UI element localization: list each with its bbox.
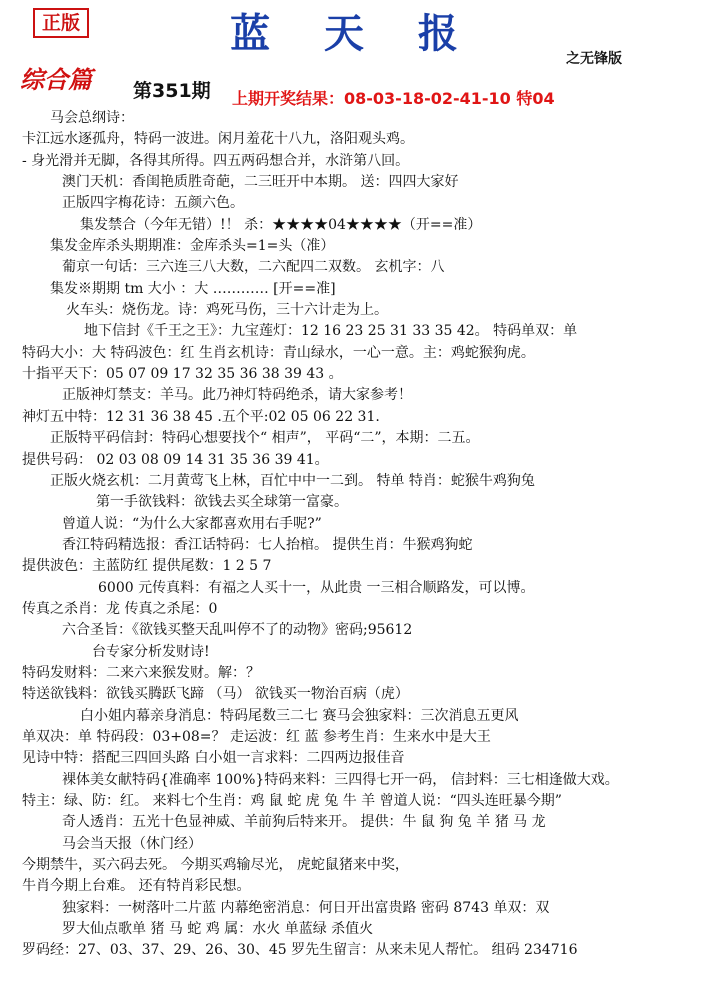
- text-line: 第一手欲钱料：欲钱去买全球第一富豪。: [96, 494, 348, 511]
- text-line: 传真之杀肖：龙 传真之杀尾：0: [22, 600, 218, 617]
- text-line: 提供波色：主蓝防红 提供尾数：1 2 5 7: [22, 558, 272, 575]
- text-line: 台专家分析发财诗!: [92, 643, 210, 660]
- last-draw-result: 上期开奖结果：08-03-18-02-41-10 特04: [232, 89, 555, 108]
- text-line: 见诗中特：搭配三四回头路 白小姐一言求料：二四两边报佳音: [22, 750, 405, 767]
- text-line: 特码发财料：二来六来猴发财。解：？: [22, 664, 260, 681]
- text-line: 正版神灯禁支：羊马。此乃神灯特码绝杀，请大家参考！: [62, 387, 412, 404]
- text-line: 单双决：单 特码段：03+08=？ 走运波：红 蓝 参考生肖：生来水中是大王: [22, 728, 491, 745]
- text-line: 牛肖今期上台难。 还有特肖彩民想。: [22, 878, 251, 895]
- text-line: 马会总纲诗：: [50, 110, 134, 126]
- text-line: 今期禁牛，买六码去死。 今期买鸡输尽光， 虎蛇鼠猪来中奖，: [22, 857, 409, 874]
- text-line: 葡京一句话：三六连三八大数，二六配四二双数。 玄机字：八: [62, 259, 445, 276]
- text-line: 火车头：烧伤龙。诗：鸡死马伤，三十六计走为上。: [66, 302, 388, 319]
- text-line: 集发禁合（今年无错）!！ 杀：★★★★04★★★★（开==准）: [80, 216, 482, 233]
- masthead-title: 蓝 天 报: [230, 10, 478, 57]
- text-line: 特送欲钱料：欲钱买腾跃飞蹄 （马） 欲钱买一物治百病（虎）: [22, 686, 409, 703]
- text-line: 白小姐内幕亲身消息：特码尾数三二七 赛马会独家料：三次消息五更风: [80, 707, 519, 724]
- text-line: 特码大小：大 特码波色：红 生肖玄机诗：青山绿水，一心一意。主：鸡蛇猴狗虎。: [22, 344, 535, 361]
- text-line: 6000 元传真料：有福之人买十一，从此贵 一三相合顺路发，可以博。: [98, 579, 535, 596]
- text-line: 十指平天下：05 07 09 17 32 35 36 38 39 43 。: [22, 366, 343, 383]
- text-line: 正版四字梅花诗：五颜六色。: [62, 195, 244, 212]
- text-line: 集发金库杀头期期准：金库杀头=1=头（准）: [50, 238, 335, 255]
- text-line: 罗码经：27、03、37、29、26、30、45 罗先生留言：从来未见人帮忙。 组码 234716: [22, 942, 578, 959]
- text-line: 马会当天报（休门经）: [62, 835, 202, 852]
- authentic-badge: 正版: [33, 8, 89, 38]
- text-line: - 身光滑并无脚，各得其所得。四五两码想合并，水浒第八回。: [22, 152, 410, 169]
- section-title: 综合篇: [20, 65, 92, 94]
- text-line: 奇人透肖：五光十色显神威、羊前狗后特来开。 提供：牛 鼠 狗 兔 羊 猪 马 龙: [62, 814, 546, 831]
- text-line: 特主：绿、防：红。 来料七个生肖：鸡 鼠 蛇 虎 兔 牛 羊 曾道人说：“四头连旺暴今期”: [22, 793, 562, 809]
- text-line: 独家料：一树落叶二片蓝 内幕绝密消息：何日开出富贵路 密码 8743 单双：双: [62, 899, 550, 916]
- text-line: 地下信封《千王之王》：九宝莲灯：12 16 23 25 31 33 35 42。 特码单双：单: [84, 323, 578, 340]
- document-body: [22, 108, 702, 962]
- edition-label: 之无锋版: [566, 51, 622, 67]
- text-line: 香江特码精选报：香江话特码：七人抬棺。 提供生肖：牛猴鸡狗蛇: [62, 536, 473, 553]
- text-line: 集发※期期 tm 大小 ：大 ………… [开==准]: [50, 280, 336, 297]
- issue-number: 第351期: [133, 80, 211, 102]
- text-line: 罗大仙点歌单 猪 马 蛇 鸡 属：水火 单蓝绿 杀值火: [62, 921, 374, 938]
- text-line: 正版火烧玄机：二月黄莺飞上林，百忙中中一二到。 特单 特肖：蛇猴牛鸡狗兔: [50, 472, 535, 489]
- text-line: 澳门天机：香闺艳质胜奇葩，二三旺开中本期。 送：四四大家好: [62, 174, 459, 191]
- text-line: 正版特平码信封：特码心想要找个“ 相声”， 平码“二”，本期：二五。: [50, 430, 480, 447]
- text-line: 曾道人说：“为什么大家都喜欢用右手呢?”: [62, 515, 322, 532]
- text-line: 裸体美女献特码{准确率 100%}特码来料：三四得七开一码， 信封料：三七相逢做大戏。: [62, 771, 619, 788]
- text-line: 六合圣旨：《欲钱买整天乱叫停不了的动物》密码;95612: [62, 622, 413, 639]
- text-line: 神灯五中特：12 31 36 38 45 .五个平:02 05 06 22 31.: [22, 408, 380, 425]
- text-line: 卡江远水逐孤舟，特码一波进。闲月羞花十八九，洛阳观头鸡。: [22, 131, 414, 148]
- text-line: 提供号码： 02 03 08 09 14 31 35 36 39 41。: [22, 451, 329, 468]
